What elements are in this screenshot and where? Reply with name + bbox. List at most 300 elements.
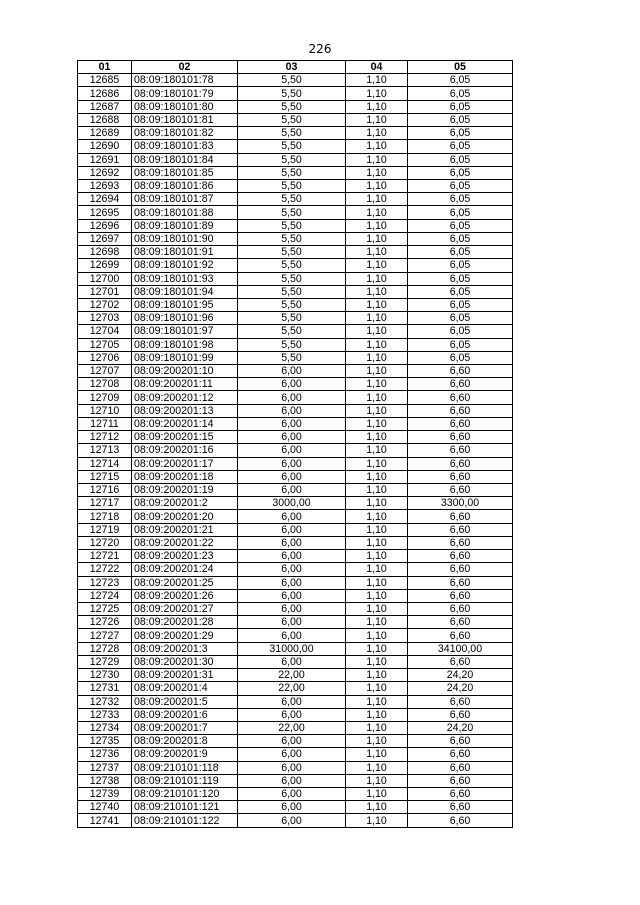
cell-value-03: 6,00	[238, 576, 346, 589]
cell-value-05: 6,05	[408, 246, 513, 259]
table-row	[78, 391, 513, 404]
cell-value-04: 1,10	[346, 536, 408, 549]
cell-value-03: 6,00	[238, 391, 346, 404]
cell-cadastral-code: 08:09:200201:20	[132, 510, 238, 523]
cell-value-04: 1,10	[346, 365, 408, 378]
cell-value-03: 6,00	[238, 484, 346, 497]
cell-value-04: 1,10	[346, 682, 408, 695]
cell-number: 12728	[78, 642, 132, 655]
table-row	[78, 140, 513, 153]
cell-value-04: 1,10	[346, 563, 408, 576]
cell-value-04: 1,10	[346, 748, 408, 761]
cell-value-04: 1,10	[346, 351, 408, 364]
cell-number: 12689	[78, 127, 132, 140]
cell-value-03: 6,00	[238, 431, 346, 444]
cell-cadastral-code: 08:09:200201:28	[132, 616, 238, 629]
column-header-04: 04	[346, 61, 408, 74]
table-row	[78, 232, 513, 245]
cell-value-04: 1,10	[346, 417, 408, 430]
cell-cadastral-code: 08:09:200201:11	[132, 378, 238, 391]
cell-value-05: 6,60	[408, 457, 513, 470]
cell-value-05: 6,60	[408, 378, 513, 391]
cell-cadastral-code: 08:09:200201:19	[132, 484, 238, 497]
table-row	[78, 761, 513, 774]
cell-cadastral-code: 08:09:180101:79	[132, 87, 238, 100]
cell-value-05: 6,60	[408, 602, 513, 615]
cell-value-03: 22,00	[238, 669, 346, 682]
cell-cadastral-code: 08:09:200201:24	[132, 563, 238, 576]
table-row	[78, 563, 513, 576]
cell-value-03: 5,50	[238, 113, 346, 126]
cell-value-04: 1,10	[346, 378, 408, 391]
cell-value-04: 1,10	[346, 391, 408, 404]
cell-value-04: 1,10	[346, 576, 408, 589]
cell-value-03: 5,50	[238, 246, 346, 259]
cell-value-05: 6,60	[408, 589, 513, 602]
cell-value-05: 6,60	[408, 523, 513, 536]
cell-value-05: 24,20	[408, 721, 513, 734]
cell-value-03: 22,00	[238, 721, 346, 734]
cell-number: 12697	[78, 232, 132, 245]
cell-number: 12727	[78, 629, 132, 642]
cell-number: 12729	[78, 655, 132, 668]
cell-number: 12698	[78, 246, 132, 259]
cell-value-03: 22,00	[238, 682, 346, 695]
cell-number: 12711	[78, 417, 132, 430]
table-body	[78, 74, 513, 827]
cell-number: 12714	[78, 457, 132, 470]
cell-value-03: 6,00	[238, 444, 346, 457]
cell-number: 12707	[78, 365, 132, 378]
table-row	[78, 642, 513, 655]
cell-value-03: 6,00	[238, 735, 346, 748]
cell-value-04: 1,10	[346, 497, 408, 510]
cell-value-05: 6,60	[408, 695, 513, 708]
table-row	[78, 246, 513, 259]
cell-value-03: 6,00	[238, 417, 346, 430]
table-row	[78, 219, 513, 232]
cell-number: 12734	[78, 721, 132, 734]
cell-value-05: 6,05	[408, 351, 513, 364]
cell-number: 12687	[78, 100, 132, 113]
cell-value-04: 1,10	[346, 669, 408, 682]
table-row	[78, 748, 513, 761]
cell-number: 12688	[78, 113, 132, 126]
cell-cadastral-code: 08:09:200201:21	[132, 523, 238, 536]
cell-cadastral-code: 08:09:200201:5	[132, 695, 238, 708]
cell-value-05: 6,60	[408, 629, 513, 642]
cell-value-05: 6,60	[408, 391, 513, 404]
cell-value-03: 6,00	[238, 761, 346, 774]
cell-cadastral-code: 08:09:180101:99	[132, 351, 238, 364]
cell-number: 12704	[78, 325, 132, 338]
table-row	[78, 365, 513, 378]
cell-value-03: 5,50	[238, 219, 346, 232]
table-row	[78, 127, 513, 140]
cell-value-03: 5,50	[238, 351, 346, 364]
cell-value-05: 6,05	[408, 259, 513, 272]
cell-number: 12695	[78, 206, 132, 219]
cell-value-03: 6,00	[238, 774, 346, 787]
cell-value-05: 3300,00	[408, 497, 513, 510]
cell-value-04: 1,10	[346, 602, 408, 615]
table-row	[78, 444, 513, 457]
cell-value-04: 1,10	[346, 735, 408, 748]
cell-value-04: 1,10	[346, 708, 408, 721]
cell-value-03: 6,00	[238, 788, 346, 801]
table-row	[78, 351, 513, 364]
table-row	[78, 193, 513, 206]
cell-value-03: 6,00	[238, 563, 346, 576]
cell-number: 12712	[78, 431, 132, 444]
cell-number: 12713	[78, 444, 132, 457]
cell-cadastral-code: 08:09:200201:29	[132, 629, 238, 642]
cell-value-05: 6,05	[408, 312, 513, 325]
cell-cadastral-code: 08:09:200201:7	[132, 721, 238, 734]
cell-number: 12706	[78, 351, 132, 364]
cell-value-05: 6,05	[408, 100, 513, 113]
cell-cadastral-code: 08:09:200201:22	[132, 536, 238, 549]
cell-value-04: 1,10	[346, 814, 408, 827]
cell-number: 12716	[78, 484, 132, 497]
table-row	[78, 153, 513, 166]
cell-number: 12732	[78, 695, 132, 708]
table-row	[78, 523, 513, 536]
cell-value-04: 1,10	[346, 695, 408, 708]
cell-cadastral-code: 08:09:180101:95	[132, 298, 238, 311]
cell-value-03: 5,50	[238, 298, 346, 311]
cell-cadastral-code: 08:09:210101:120	[132, 788, 238, 801]
table-row	[78, 100, 513, 113]
cell-value-04: 1,10	[346, 272, 408, 285]
cell-value-04: 1,10	[346, 510, 408, 523]
cell-value-04: 1,10	[346, 761, 408, 774]
cell-number: 12685	[78, 74, 132, 87]
table-row	[78, 338, 513, 351]
cell-value-05: 6,60	[408, 761, 513, 774]
cell-number: 12708	[78, 378, 132, 391]
cell-value-05: 6,60	[408, 814, 513, 827]
cell-value-04: 1,10	[346, 206, 408, 219]
header-row	[78, 61, 513, 74]
cell-value-05: 6,05	[408, 325, 513, 338]
cell-value-05: 6,05	[408, 193, 513, 206]
cell-value-05: 24,20	[408, 682, 513, 695]
cell-value-03: 6,00	[238, 629, 346, 642]
table-row	[78, 721, 513, 734]
column-header-02: 02	[132, 61, 238, 74]
cell-value-04: 1,10	[346, 616, 408, 629]
cell-cadastral-code: 08:09:180101:97	[132, 325, 238, 338]
cell-value-03: 5,50	[238, 74, 346, 87]
cell-cadastral-code: 08:09:180101:94	[132, 285, 238, 298]
cell-cadastral-code: 08:09:200201:10	[132, 365, 238, 378]
table-row	[78, 510, 513, 523]
cell-value-04: 1,10	[346, 523, 408, 536]
cell-value-03: 5,50	[238, 166, 346, 179]
cell-value-05: 6,60	[408, 708, 513, 721]
table-row	[78, 259, 513, 272]
cell-value-05: 6,05	[408, 127, 513, 140]
cell-value-05: 6,60	[408, 550, 513, 563]
cell-cadastral-code: 08:09:200201:25	[132, 576, 238, 589]
cell-value-05: 24,20	[408, 669, 513, 682]
cell-value-03: 5,50	[238, 338, 346, 351]
cell-cadastral-code: 08:09:200201:9	[132, 748, 238, 761]
cell-value-04: 1,10	[346, 642, 408, 655]
cell-number: 12726	[78, 616, 132, 629]
cell-value-05: 6,60	[408, 788, 513, 801]
cell-value-03: 3000,00	[238, 497, 346, 510]
cell-value-04: 1,10	[346, 179, 408, 192]
table-row	[78, 708, 513, 721]
cell-value-03: 6,00	[238, 550, 346, 563]
cell-number: 12723	[78, 576, 132, 589]
cell-cadastral-code: 08:09:180101:96	[132, 312, 238, 325]
cell-value-05: 6,60	[408, 510, 513, 523]
cell-value-03: 5,50	[238, 193, 346, 206]
table-row	[78, 576, 513, 589]
cell-value-03: 6,00	[238, 602, 346, 615]
table-row	[78, 484, 513, 497]
cell-value-03: 6,00	[238, 457, 346, 470]
cell-number: 12686	[78, 87, 132, 100]
cell-value-05: 6,60	[408, 774, 513, 787]
cell-value-03: 6,00	[238, 708, 346, 721]
cell-value-05: 6,60	[408, 616, 513, 629]
cell-value-04: 1,10	[346, 484, 408, 497]
cell-cadastral-code: 08:09:200201:26	[132, 589, 238, 602]
cell-value-05: 6,05	[408, 113, 513, 126]
cell-cadastral-code: 08:09:180101:93	[132, 272, 238, 285]
cell-cadastral-code: 08:09:180101:86	[132, 179, 238, 192]
cell-value-05: 6,60	[408, 365, 513, 378]
cell-value-05: 6,05	[408, 153, 513, 166]
cell-value-03: 5,50	[238, 272, 346, 285]
cell-cadastral-code: 08:09:200201:13	[132, 404, 238, 417]
cell-value-04: 1,10	[346, 404, 408, 417]
cell-number: 12735	[78, 735, 132, 748]
cell-value-05: 6,05	[408, 87, 513, 100]
cell-value-03: 5,50	[238, 312, 346, 325]
cell-number: 12722	[78, 563, 132, 576]
cell-value-05: 6,05	[408, 166, 513, 179]
table-row	[78, 589, 513, 602]
table-row	[78, 801, 513, 814]
cell-value-03: 6,00	[238, 695, 346, 708]
cell-value-05: 6,05	[408, 338, 513, 351]
cell-number: 12710	[78, 404, 132, 417]
cell-number: 12693	[78, 179, 132, 192]
cell-value-04: 1,10	[346, 444, 408, 457]
cell-number: 12721	[78, 550, 132, 563]
table-row	[78, 74, 513, 87]
cell-value-04: 1,10	[346, 774, 408, 787]
table-row	[78, 417, 513, 430]
cell-value-05: 6,60	[408, 404, 513, 417]
table-row	[78, 378, 513, 391]
cell-cadastral-code: 08:09:200201:6	[132, 708, 238, 721]
cell-value-04: 1,10	[346, 801, 408, 814]
cell-value-03: 6,00	[238, 404, 346, 417]
cell-number: 12703	[78, 312, 132, 325]
cell-number: 12700	[78, 272, 132, 285]
cell-value-03: 5,50	[238, 232, 346, 245]
cell-cadastral-code: 08:09:200201:30	[132, 655, 238, 668]
table-row	[78, 272, 513, 285]
cell-number: 12740	[78, 801, 132, 814]
table-row	[78, 788, 513, 801]
cell-number: 12718	[78, 510, 132, 523]
cell-cadastral-code: 08:09:200201:23	[132, 550, 238, 563]
cell-value-05: 6,60	[408, 735, 513, 748]
cell-number: 12692	[78, 166, 132, 179]
cell-value-03: 5,50	[238, 179, 346, 192]
cell-value-03: 6,00	[238, 801, 346, 814]
cell-value-05: 6,60	[408, 536, 513, 549]
cell-number: 12731	[78, 682, 132, 695]
table-row	[78, 470, 513, 483]
cell-number: 12739	[78, 788, 132, 801]
cell-value-05: 6,05	[408, 179, 513, 192]
cell-value-05: 6,05	[408, 219, 513, 232]
cell-cadastral-code: 08:09:200201:4	[132, 682, 238, 695]
table-row	[78, 312, 513, 325]
cell-cadastral-code: 08:09:180101:91	[132, 246, 238, 259]
table-row	[78, 457, 513, 470]
cell-value-05: 6,05	[408, 206, 513, 219]
cell-value-05: 6,60	[408, 417, 513, 430]
cell-number: 12701	[78, 285, 132, 298]
cell-value-04: 1,10	[346, 325, 408, 338]
cell-cadastral-code: 08:09:200201:16	[132, 444, 238, 457]
column-header-05: 05	[408, 61, 513, 74]
cell-cadastral-code: 08:09:180101:83	[132, 140, 238, 153]
cell-number: 12705	[78, 338, 132, 351]
cell-value-03: 5,50	[238, 325, 346, 338]
table-row	[78, 206, 513, 219]
table-row	[78, 325, 513, 338]
cell-value-03: 6,00	[238, 616, 346, 629]
table-row	[78, 695, 513, 708]
table-row	[78, 87, 513, 100]
cell-value-04: 1,10	[346, 259, 408, 272]
table-header	[78, 61, 513, 74]
cell-cadastral-code: 08:09:180101:80	[132, 100, 238, 113]
cell-value-04: 1,10	[346, 629, 408, 642]
cell-value-04: 1,10	[346, 338, 408, 351]
table-row	[78, 497, 513, 510]
cell-cadastral-code: 08:09:210101:121	[132, 801, 238, 814]
cell-value-05: 6,60	[408, 576, 513, 589]
cell-value-04: 1,10	[346, 140, 408, 153]
cell-number: 12699	[78, 259, 132, 272]
cell-cadastral-code: 08:09:180101:84	[132, 153, 238, 166]
cell-number: 12720	[78, 536, 132, 549]
cell-number: 12737	[78, 761, 132, 774]
cell-value-03: 6,00	[238, 655, 346, 668]
column-header-01: 01	[78, 61, 132, 74]
table-row	[78, 774, 513, 787]
cell-value-05: 6,05	[408, 285, 513, 298]
cell-cadastral-code: 08:09:200201:3	[132, 642, 238, 655]
cell-number: 12724	[78, 589, 132, 602]
cell-cadastral-code: 08:09:200201:12	[132, 391, 238, 404]
cell-value-04: 1,10	[346, 589, 408, 602]
cell-value-03: 5,50	[238, 87, 346, 100]
cell-cadastral-code: 08:09:200201:31	[132, 669, 238, 682]
cell-cadastral-code: 08:09:180101:87	[132, 193, 238, 206]
cell-cadastral-code: 08:09:180101:78	[132, 74, 238, 87]
table-row	[78, 550, 513, 563]
cell-number: 12696	[78, 219, 132, 232]
cell-number: 12719	[78, 523, 132, 536]
cell-value-04: 1,10	[346, 655, 408, 668]
cell-number: 12694	[78, 193, 132, 206]
cell-cadastral-code: 08:09:200201:14	[132, 417, 238, 430]
cell-value-04: 1,10	[346, 285, 408, 298]
cell-number: 12690	[78, 140, 132, 153]
cell-cadastral-code: 08:09:180101:88	[132, 206, 238, 219]
cell-number: 12730	[78, 669, 132, 682]
cell-cadastral-code: 08:09:180101:92	[132, 259, 238, 272]
cell-value-03: 6,00	[238, 378, 346, 391]
cell-cadastral-code: 08:09:180101:82	[132, 127, 238, 140]
cell-value-04: 1,10	[346, 193, 408, 206]
table-row	[78, 735, 513, 748]
table-row	[78, 536, 513, 549]
cell-value-04: 1,10	[346, 457, 408, 470]
column-header-03: 03	[238, 61, 346, 74]
table-row	[78, 682, 513, 695]
cell-value-03: 6,00	[238, 510, 346, 523]
table-row	[78, 166, 513, 179]
cell-value-03: 5,50	[238, 259, 346, 272]
cell-value-04: 1,10	[346, 232, 408, 245]
table-row	[78, 602, 513, 615]
cell-value-04: 1,10	[346, 550, 408, 563]
cell-cadastral-code: 08:09:210101:122	[132, 814, 238, 827]
cell-cadastral-code: 08:09:180101:90	[132, 232, 238, 245]
cell-value-05: 6,60	[408, 748, 513, 761]
cell-cadastral-code: 08:09:180101:81	[132, 113, 238, 126]
cell-number: 12738	[78, 774, 132, 787]
cell-value-05: 6,60	[408, 563, 513, 576]
cell-value-03: 6,00	[238, 536, 346, 549]
cell-value-03: 6,00	[238, 814, 346, 827]
cell-value-04: 1,10	[346, 219, 408, 232]
cell-value-03: 6,00	[238, 589, 346, 602]
cell-value-05: 6,60	[408, 801, 513, 814]
cell-cadastral-code: 08:09:210101:118	[132, 761, 238, 774]
cell-number: 12733	[78, 708, 132, 721]
cell-cadastral-code: 08:09:180101:98	[132, 338, 238, 351]
cell-number: 12717	[78, 497, 132, 510]
cell-value-05: 6,60	[408, 655, 513, 668]
table-row	[78, 404, 513, 417]
cell-value-05: 6,05	[408, 232, 513, 245]
cell-number: 12691	[78, 153, 132, 166]
cell-value-05: 6,60	[408, 484, 513, 497]
cell-number: 12715	[78, 470, 132, 483]
cell-cadastral-code: 08:09:210101:119	[132, 774, 238, 787]
cell-cadastral-code: 08:09:200201:8	[132, 735, 238, 748]
cell-value-05: 34100,00	[408, 642, 513, 655]
cell-value-04: 1,10	[346, 721, 408, 734]
cell-value-04: 1,10	[346, 100, 408, 113]
cell-value-03: 5,50	[238, 153, 346, 166]
table-row	[78, 616, 513, 629]
